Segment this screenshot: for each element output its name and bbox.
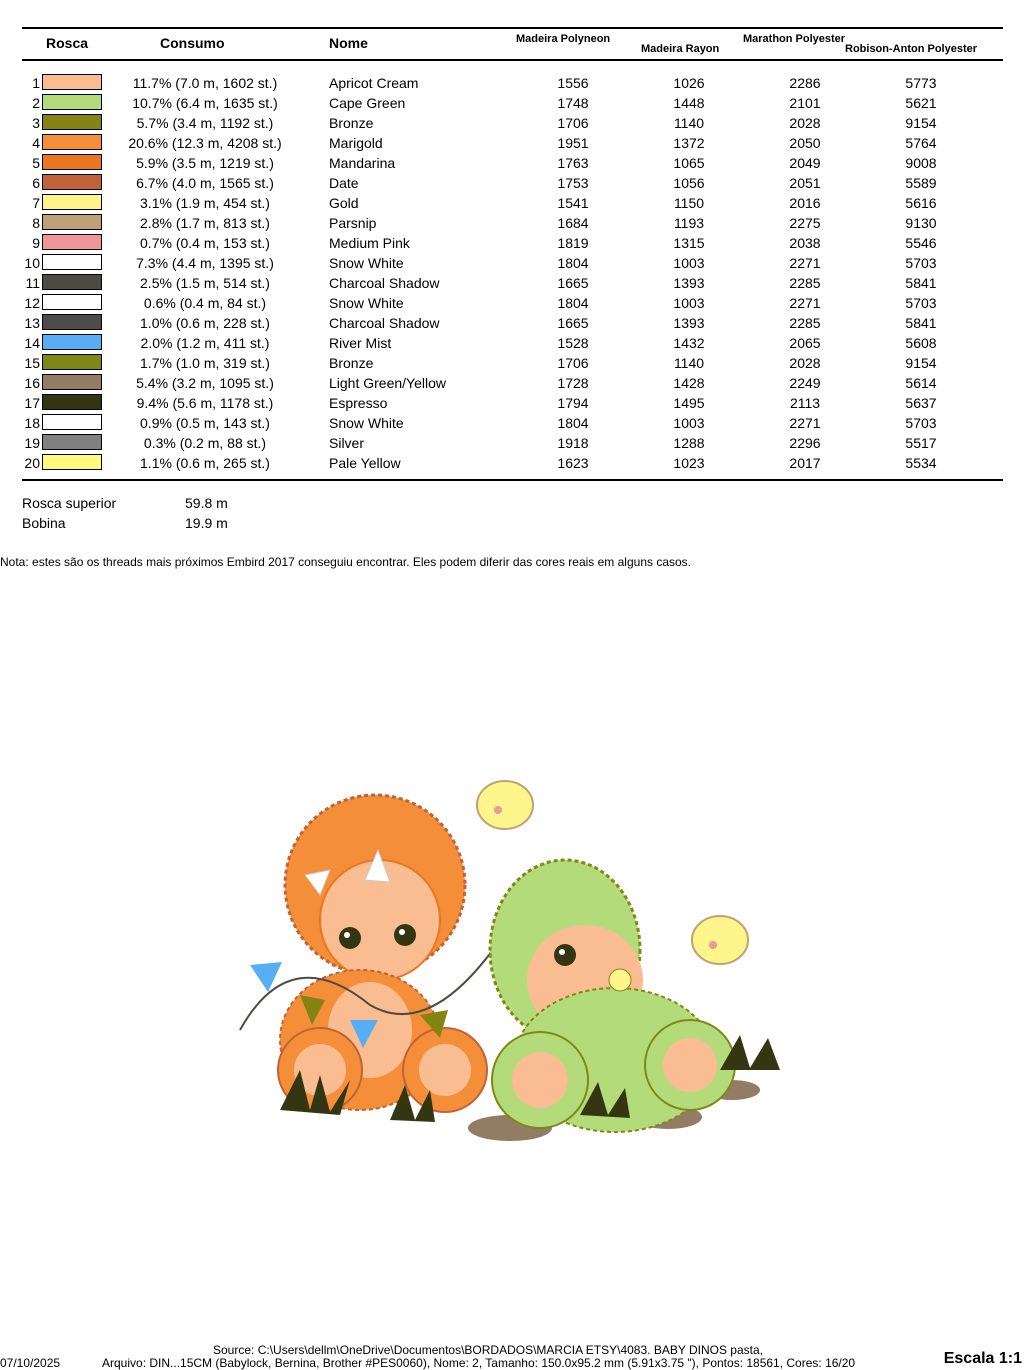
madeira-rayon-cell: 1140 [673,355,705,371]
marathon-cell: 2249 [789,375,821,391]
madeira-rayon-cell: 1150 [673,195,705,211]
rosca-superior-label: Rosca superior [22,495,117,511]
madeira-rayon-cell: 1056 [673,175,705,191]
madeira-rayon-cell: 1003 [673,295,705,311]
madeira-rayon-cell: 1393 [673,275,705,291]
row-number: 19 [24,435,40,451]
marathon-cell: 2285 [789,315,821,331]
row-number: 16 [24,375,40,391]
madeira-rayon-cell: 1432 [673,335,705,351]
madeira-rayon-cell: 1428 [673,375,705,391]
bobina-label: Bobina [22,515,66,531]
madeira-rayon-cell: 1372 [673,135,705,151]
consumo-cell: 5.4% (3.2 m, 1095 st.) [136,375,274,391]
robison-cell: 5841 [905,315,937,331]
consumo-cell: 6.7% (4.0 m, 1565 st.) [136,175,274,191]
marathon-cell: 2275 [789,215,821,231]
marathon-cell: 2285 [789,275,821,291]
row-number: 20 [24,455,40,471]
robison-cell: 9008 [905,155,937,171]
robison-cell: 5773 [905,75,937,91]
robison-cell: 9130 [905,215,937,231]
header-madeira-rayon: Madeira Rayon [641,43,720,55]
robison-cell: 5703 [905,295,937,311]
color-swatch [42,394,102,410]
row-number: 9 [32,235,40,251]
table-row [0,412,1024,432]
robison-cell: 5517 [905,435,937,451]
row-number: 10 [24,255,40,271]
consumo-cell: 2.5% (1.5 m, 514 st.) [140,275,270,291]
color-swatch [42,294,102,310]
nome-cell: Charcoal Shadow [329,315,440,331]
consumo-cell: 10.7% (6.4 m, 1635 st.) [132,95,278,111]
footer-date: 07/10/2025 [0,1356,61,1370]
color-swatch [42,94,102,110]
robison-cell: 5616 [905,195,937,211]
marathon-cell: 2051 [789,175,821,191]
madeira-polyneon-cell: 1706 [557,115,589,131]
table-row [0,372,1024,392]
table-row [0,432,1024,452]
footer-file-info: Arquivo: DIN...15CM (Babylock, Bernina, Brother #PES0060), Nome: 2, Tamanho: 150.0x95.2 mm (5.91x3.75 "), Pontos: 18561, Cores: 16/20 [102,1356,856,1370]
madeira-rayon-cell: 1393 [673,315,705,331]
row-number: 11 [25,275,40,291]
table-row [0,452,1024,472]
marathon-cell: 2028 [789,355,821,371]
madeira-polyneon-cell: 1918 [557,435,589,451]
header-rosca: Rosca [46,35,89,51]
madeira-polyneon-cell: 1804 [557,255,589,271]
madeira-polyneon-cell: 1951 [557,135,589,151]
madeira-rayon-cell: 1023 [673,455,705,471]
color-swatch [42,354,102,370]
consumo-cell: 2.8% (1.7 m, 813 st.) [140,215,270,231]
footer-source: Source: C:\Users\dellm\OneDrive\Documentos\BORDADOS\MARCIA ETSY\4083. BABY DINOS pasta, [213,1343,763,1357]
madeira-polyneon-cell: 1541 [557,195,589,211]
row-number: 3 [32,115,40,131]
madeira-rayon-cell: 1026 [673,75,705,91]
scale-label: Escala 1:1 [943,1350,1022,1367]
robison-cell: 5841 [905,275,937,291]
color-swatch [42,194,102,210]
consumo-cell: 0.3% (0.2 m, 88 st.) [143,435,267,451]
madeira-polyneon-cell: 1728 [557,375,589,391]
nome-cell: Bronze [329,355,374,371]
table-row [0,392,1024,412]
robison-cell: 9154 [905,355,937,371]
color-swatch [42,414,102,430]
header-rule [22,59,1003,61]
bobina-value: 19.9 m [185,515,228,531]
note-text: Nota: estes são os threads mais próximos Embird 2017 conseguiu encontrar. Eles podem diferir das cores reais em alguns casos. [0,555,692,569]
consumo-cell: 1.0% (0.6 m, 228 st.) [140,315,270,331]
table-row [0,212,1024,232]
nome-cell: Pale Yellow [329,455,401,471]
madeira-polyneon-cell: 1804 [557,415,589,431]
consumo-cell: 0.6% (0.4 m, 84 st.) [143,295,267,311]
color-swatch [42,254,102,270]
consumo-cell: 0.9% (0.5 m, 143 st.) [140,415,270,431]
madeira-rayon-cell: 1315 [673,235,705,251]
robison-cell: 5703 [905,415,937,431]
marathon-cell: 2065 [789,335,821,351]
madeira-rayon-cell: 1448 [673,95,705,111]
consumo-cell: 5.9% (3.5 m, 1219 st.) [136,155,274,171]
header-marathon: Marathon Polyester [743,33,846,45]
madeira-rayon-cell: 1288 [673,435,705,451]
top-rule [22,27,1003,29]
marathon-cell: 2271 [789,255,821,271]
row-number: 6 [32,175,40,191]
color-swatch [42,454,102,470]
bottom-rule [22,479,1003,481]
row-number: 13 [24,315,40,331]
robison-cell: 5608 [905,335,937,351]
header-robison: Robison-Anton Polyester [845,43,978,55]
color-swatch [42,174,102,190]
table-row [0,312,1024,332]
robison-cell: 5546 [905,235,937,251]
consumo-cell: 20.6% (12.3 m, 4208 st.) [128,135,282,151]
nome-cell: Snow White [329,295,404,311]
color-swatch [42,334,102,350]
marathon-cell: 2296 [789,435,821,451]
robison-cell: 5589 [905,175,937,191]
madeira-polyneon-cell: 1753 [557,175,589,191]
consumo-cell: 5.7% (3.4 m, 1192 st.) [136,115,274,131]
nome-cell: Medium Pink [329,235,410,251]
table-row [0,152,1024,172]
marathon-cell: 2271 [789,415,821,431]
marathon-cell: 2271 [789,295,821,311]
marathon-cell: 2038 [789,235,821,251]
madeira-polyneon-cell: 1665 [557,315,589,331]
marathon-cell: 2101 [789,95,821,111]
consumo-cell: 3.1% (1.9 m, 454 st.) [140,195,270,211]
consumo-cell: 1.7% (1.0 m, 319 st.) [140,355,270,371]
robison-cell: 5703 [905,255,937,271]
marathon-cell: 2286 [789,75,821,91]
madeira-rayon-cell: 1003 [673,255,705,271]
row-number: 2 [32,95,40,111]
marathon-cell: 2028 [789,115,821,131]
marathon-cell: 2050 [789,135,821,151]
marathon-cell: 2017 [789,455,821,471]
madeira-polyneon-cell: 1556 [557,75,589,91]
color-swatch [42,434,102,450]
robison-cell: 5614 [905,375,937,391]
row-number: 14 [24,335,40,351]
madeira-polyneon-cell: 1528 [557,335,589,351]
nome-cell: River Mist [329,335,392,351]
header-nome: Nome [329,35,368,51]
table-row [0,112,1024,132]
color-swatch [42,374,102,390]
madeira-polyneon-cell: 1623 [557,455,589,471]
row-number: 1 [32,75,40,91]
marathon-cell: 2016 [789,195,821,211]
madeira-polyneon-cell: 1794 [557,395,589,411]
table-row [0,232,1024,252]
nome-cell: Snow White [329,415,404,431]
table-row [0,332,1024,352]
nome-cell: Silver [329,435,365,451]
robison-cell: 5534 [905,455,937,471]
robison-cell: 5621 [905,95,937,111]
color-swatch [42,134,102,150]
table-row [0,132,1024,152]
robison-cell: 5637 [905,395,937,411]
color-swatch [42,154,102,170]
madeira-polyneon-cell: 1763 [557,155,589,171]
nome-cell: Charcoal Shadow [329,275,440,291]
madeira-rayon-cell: 1140 [673,115,705,131]
nome-cell: Apricot Cream [329,75,419,91]
consumo-cell: 9.4% (5.6 m, 1178 st.) [136,395,274,411]
nome-cell: Marigold [329,135,383,151]
table-row [0,72,1024,92]
row-number: 5 [32,155,40,171]
madeira-polyneon-cell: 1804 [557,295,589,311]
consumo-cell: 11.7% (7.0 m, 1602 st.) [132,75,278,91]
color-swatch [42,114,102,130]
row-number: 7 [32,195,40,211]
nome-cell: Mandarina [329,155,396,171]
row-number: 8 [32,215,40,231]
madeira-rayon-cell: 1065 [673,155,705,171]
table-row [0,92,1024,112]
table-row [0,172,1024,192]
madeira-polyneon-cell: 1819 [557,235,589,251]
madeira-polyneon-cell: 1665 [557,275,589,291]
nome-cell: Gold [329,195,359,211]
nome-cell: Bronze [329,115,374,131]
nome-cell: Snow White [329,255,404,271]
table-row [0,292,1024,312]
madeira-rayon-cell: 1495 [673,395,705,411]
marathon-cell: 2049 [789,155,821,171]
header-consumo: Consumo [160,35,225,51]
row-number: 15 [24,355,40,371]
table-row [0,252,1024,272]
color-swatch [42,314,102,330]
table-row [0,192,1024,212]
color-swatch [42,74,102,90]
consumo-cell: 2.0% (1.2 m, 411 st.) [140,335,270,351]
robison-cell: 5764 [905,135,937,151]
color-swatch [42,274,102,290]
table-row [0,352,1024,372]
consumo-cell: 7.3% (4.4 m, 1395 st.) [136,255,274,271]
madeira-polyneon-cell: 1706 [557,355,589,371]
nome-cell: Light Green/Yellow [329,375,447,391]
rosca-superior-value: 59.8 m [185,495,228,511]
nome-cell: Cape Green [329,95,406,111]
consumo-cell: 0.7% (0.4 m, 153 st.) [140,235,270,251]
consumo-cell: 1.1% (0.6 m, 265 st.) [140,455,270,471]
table-row [0,272,1024,292]
madeira-rayon-cell: 1003 [673,415,705,431]
madeira-rayon-cell: 1193 [673,215,705,231]
robison-cell: 9154 [905,115,937,131]
embroidery-preview [220,770,800,1150]
marathon-cell: 2113 [789,395,821,411]
nome-cell: Parsnip [329,215,377,231]
madeira-polyneon-cell: 1684 [557,215,589,231]
row-number: 17 [24,395,40,411]
nome-cell: Espresso [329,395,388,411]
madeira-polyneon-cell: 1748 [557,95,589,111]
header-madeira-polyneon: Madeira Polyneon [516,33,611,45]
row-number: 4 [32,135,40,151]
nome-cell: Date [329,175,359,191]
row-number: 18 [24,415,40,431]
color-swatch [42,214,102,230]
row-number: 12 [24,295,40,311]
color-swatch [42,234,102,250]
